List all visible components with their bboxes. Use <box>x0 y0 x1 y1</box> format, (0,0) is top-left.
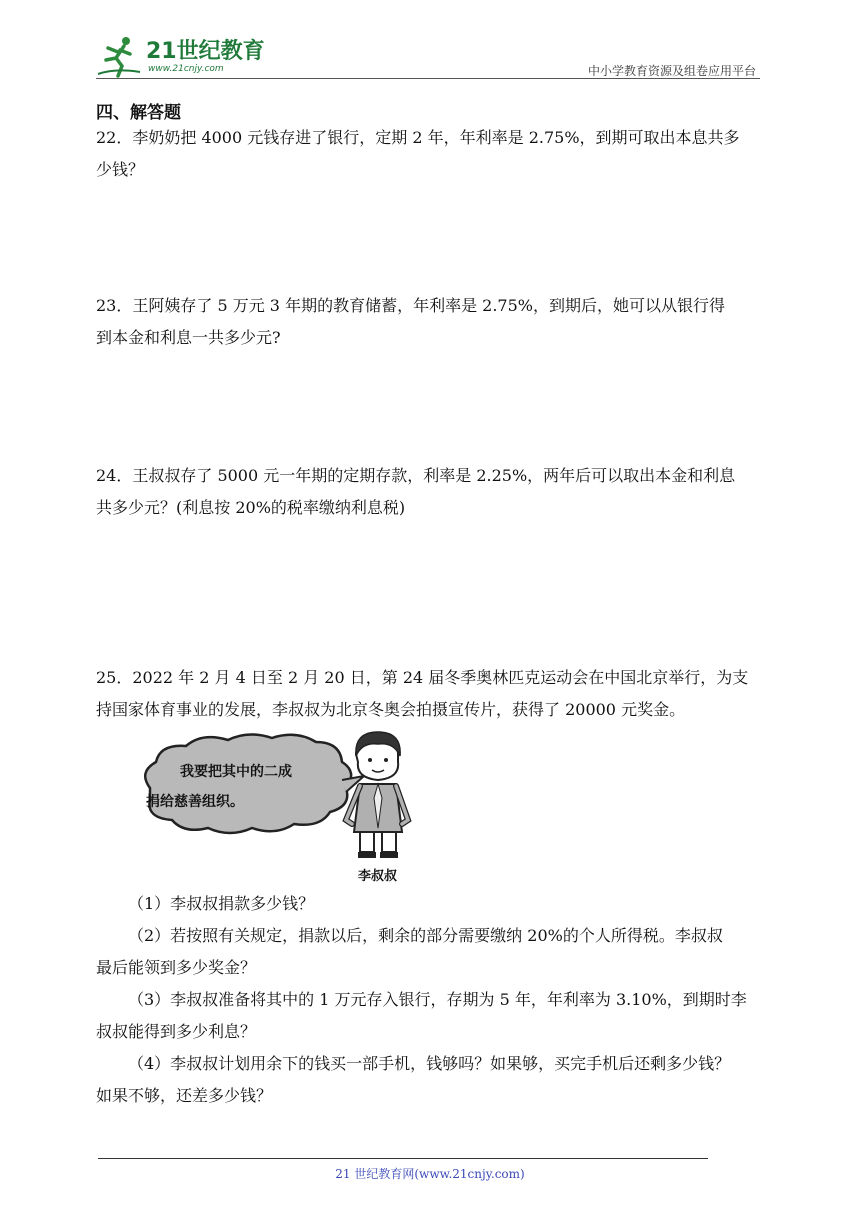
sub-question-4-line-2: 如果不够，还差多少钱？ <box>96 1086 273 1105</box>
question-22-line-2: 少钱？ <box>96 160 145 179</box>
header-divider <box>96 78 760 79</box>
logo-title: 21世纪教育 <box>146 39 265 64</box>
question-24 <box>96 460 764 524</box>
question-25-line-1: 25．2022 年 2 月 4 日至 2 月 20 日，第 24 届冬季奥林匹克运动会在中国北京举行，为支 <box>96 668 749 687</box>
bubble-text-line-1: 我要把其中的二成 <box>180 764 292 780</box>
page-header <box>96 30 760 80</box>
question-22 <box>96 122 764 186</box>
footer-divider <box>98 1158 708 1159</box>
uncle-li-illustration <box>136 728 416 886</box>
question-23-line-1: 23．王阿姨存了 5 万元 3 年期的教育储蓄，年利率是 2.75%，到期后，她可以从银行得 <box>96 296 725 315</box>
person-name-label: 李叔叔 <box>358 869 398 884</box>
sub-question-4-line-1: （4）李叔叔计划用余下的钱买一部手机，钱够吗？如果够，买完手机后还剩多少钱？ <box>128 1054 731 1073</box>
logo-url: www.21cnjy.com <box>148 64 224 74</box>
question-25 <box>96 662 764 726</box>
question-24-line-1: 24．王叔叔存了 5000 元一年期的定期存款，利率是 2.25%，两年后可以取出本金和利息 <box>96 466 736 485</box>
question-24-line-2: 共多少元？(利息按 20%的税率缴纳利息税) <box>96 498 406 517</box>
question-25-subquestions <box>96 888 764 1112</box>
question-25-line-2: 持国家体育事业的发展，李叔叔为北京冬奥会拍摄宣传片，获得了 20000 元奖金。 <box>96 700 686 719</box>
sub-question-1: （1）李叔叔捐款多少钱？ <box>128 894 315 913</box>
sub-question-3-line-1: （3）李叔叔准备将其中的 1 万元存入银行，存期为 5 年，年利率为 3.10%，到期时李 <box>128 990 747 1009</box>
header-platform-text: 中小学教育资源及组卷应用平台 <box>587 64 756 78</box>
speech-bubble-figure <box>136 728 416 886</box>
runner-logo-icon <box>96 34 144 78</box>
question-23-line-2: 到本金和利息一共多少元? <box>96 328 281 347</box>
question-22-line-1: 22．李奶奶把 4000 元钱存进了银行，定期 2 年，年利率是 2.75%，到期可取出本息共多 <box>96 128 740 147</box>
site-logo <box>96 34 271 78</box>
question-23 <box>96 290 764 354</box>
sub-question-3-line-2: 叔叔能得到多少利息？ <box>96 1022 257 1041</box>
uncle-li-figure <box>346 732 408 858</box>
section-title: 四、解答题 <box>96 103 181 123</box>
bubble-text-line-2: 捐给慈善组织。 <box>146 794 244 810</box>
sub-question-2-line-1: （2）若按照有关规定，捐款以后，剩余的部分需要缴纳 20%的个人所得税。李叔叔 <box>128 926 723 945</box>
sub-question-2-line-2: 最后能领到多少奖金？ <box>96 958 257 977</box>
page-footer: 21 世纪教育网(www.21cnjy.com) <box>335 1167 525 1181</box>
